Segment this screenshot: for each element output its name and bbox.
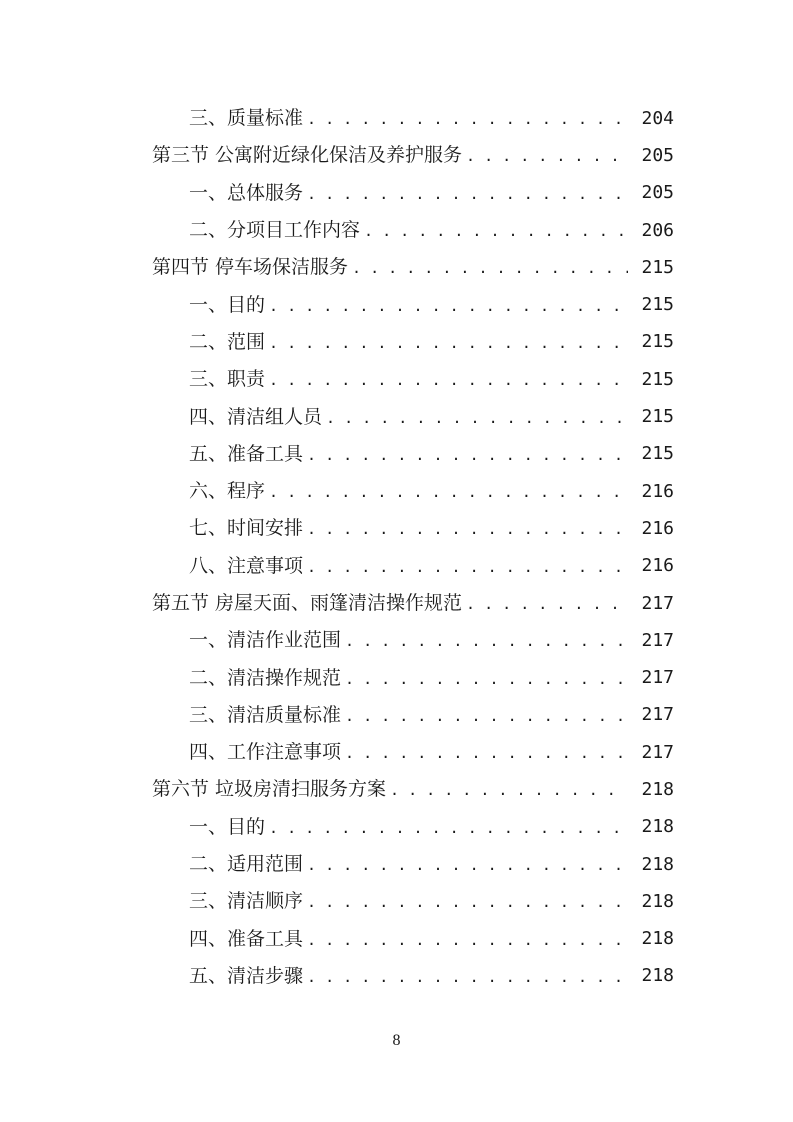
toc-entry-title: 一、清洁作业范围 (189, 629, 342, 652)
toc-entry-page: 218 (641, 778, 674, 800)
toc-dot-leader (307, 856, 628, 873)
toc-dot-leader (345, 707, 628, 724)
toc-section-entry[interactable] (0, 137, 793, 174)
toc-section-entry[interactable] (0, 585, 793, 622)
toc-dot-leader (345, 632, 628, 649)
toc-item-entry[interactable] (0, 286, 793, 323)
toc-dot-leader (269, 819, 628, 836)
toc-dot-leader (466, 147, 628, 164)
toc-dot-leader (269, 483, 628, 500)
toc-dot-leader (390, 781, 628, 798)
toc-dot-leader (345, 744, 628, 761)
toc-item-entry[interactable] (0, 212, 793, 249)
toc-entry-title: 八、注意事项 (189, 554, 304, 577)
toc-item-entry[interactable] (0, 622, 793, 659)
toc-section-entry[interactable] (0, 771, 793, 808)
toc-entry-page: 217 (641, 667, 674, 689)
page-number: 8 (392, 1032, 401, 1049)
toc-entry-title: 四、准备工具 (189, 927, 304, 950)
toc-item-entry[interactable] (0, 697, 793, 734)
toc-entry-title: 二、分项目工作内容 (189, 219, 361, 242)
toc-entry-title: 三、质量标准 (189, 107, 304, 130)
toc-dot-leader (307, 893, 628, 910)
toc-entry-title: 二、适用范围 (189, 853, 304, 876)
toc-dot-leader (307, 558, 628, 575)
toc-item-entry[interactable] (0, 846, 793, 883)
toc-entry-title: 一、目的 (189, 293, 266, 316)
toc-dot-leader (345, 670, 628, 687)
toc-entry-page: 216 (641, 555, 674, 577)
table-of-contents (0, 100, 793, 995)
toc-item-entry[interactable] (0, 510, 793, 547)
toc-entry-page: 216 (641, 480, 674, 502)
toc-dot-leader (352, 259, 628, 276)
toc-dot-leader (466, 595, 628, 612)
toc-dot-leader (269, 334, 628, 351)
toc-entry-page: 218 (641, 816, 674, 838)
toc-entry-title: 二、范围 (189, 330, 266, 353)
toc-item-entry[interactable] (0, 398, 793, 435)
toc-item-entry[interactable] (0, 175, 793, 212)
toc-entry-page: 218 (641, 853, 674, 875)
toc-entry-page: 204 (641, 107, 674, 129)
toc-entry-title: 一、总体服务 (189, 181, 304, 204)
toc-entry-page: 216 (641, 517, 674, 539)
toc-entry-title: 第三节 公寓附近绿化保洁及养护服务 (152, 144, 463, 167)
toc-entry-page: 215 (641, 443, 674, 465)
toc-item-entry[interactable] (0, 361, 793, 398)
toc-dot-leader (364, 222, 628, 239)
toc-dot-leader (307, 446, 628, 463)
toc-entry-page: 215 (641, 368, 674, 390)
toc-entry-page: 218 (641, 928, 674, 950)
toc-entry-page: 206 (641, 219, 674, 241)
toc-entry-title: 四、工作注意事项 (189, 741, 342, 764)
toc-entry-page: 217 (641, 741, 674, 763)
toc-item-entry[interactable] (0, 436, 793, 473)
toc-item-entry[interactable] (0, 473, 793, 510)
toc-dot-leader (307, 931, 628, 948)
toc-entry-title: 三、清洁质量标准 (189, 703, 342, 726)
toc-entry-page: 205 (641, 144, 674, 166)
toc-item-entry[interactable] (0, 809, 793, 846)
toc-entry-title: 四、清洁组人员 (189, 405, 323, 428)
toc-entry-page: 217 (641, 592, 674, 614)
toc-item-entry[interactable] (0, 548, 793, 585)
toc-entry-page: 215 (641, 331, 674, 353)
toc-item-entry[interactable] (0, 734, 793, 771)
toc-dot-leader (307, 110, 628, 127)
toc-dot-leader (307, 968, 628, 985)
toc-entry-title: 一、目的 (189, 815, 266, 838)
toc-item-entry[interactable] (0, 958, 793, 995)
toc-item-entry[interactable] (0, 100, 793, 137)
toc-dot-leader (307, 185, 628, 202)
toc-entry-title: 二、清洁操作规范 (189, 666, 342, 689)
toc-entry-page: 218 (641, 965, 674, 987)
toc-entry-page: 217 (641, 704, 674, 726)
toc-entry-title: 三、清洁顺序 (189, 890, 304, 913)
toc-entry-title: 第六节 垃圾房清扫服务方案 (152, 778, 387, 801)
toc-item-entry[interactable] (0, 883, 793, 920)
toc-entry-page: 215 (641, 406, 674, 428)
toc-dot-leader (307, 520, 628, 537)
toc-item-entry[interactable] (0, 659, 793, 696)
toc-entry-title: 五、准备工具 (189, 442, 304, 465)
toc-entry-page: 215 (641, 256, 674, 278)
toc-entry-title: 第五节 房屋天面、雨篷清洁操作规范 (152, 592, 463, 614)
toc-item-entry[interactable] (0, 324, 793, 361)
toc-dot-leader (269, 297, 628, 314)
toc-entry-page: 217 (641, 629, 674, 651)
toc-entry-title: 六、程序 (189, 480, 266, 503)
toc-item-entry[interactable] (0, 921, 793, 958)
toc-entry-page: 205 (641, 182, 674, 204)
toc-section-entry[interactable] (0, 249, 793, 286)
toc-entry-title: 七、时间安排 (189, 517, 304, 540)
toc-entry-title: 三、职责 (189, 368, 266, 391)
toc-dot-leader (269, 371, 628, 388)
toc-dot-leader (326, 409, 628, 426)
toc-entry-page: 218 (641, 890, 674, 912)
toc-entry-title: 五、清洁步骤 (189, 964, 304, 987)
toc-entry-page: 215 (641, 294, 674, 316)
toc-entry-title: 第四节 停车场保洁服务 (152, 256, 349, 279)
